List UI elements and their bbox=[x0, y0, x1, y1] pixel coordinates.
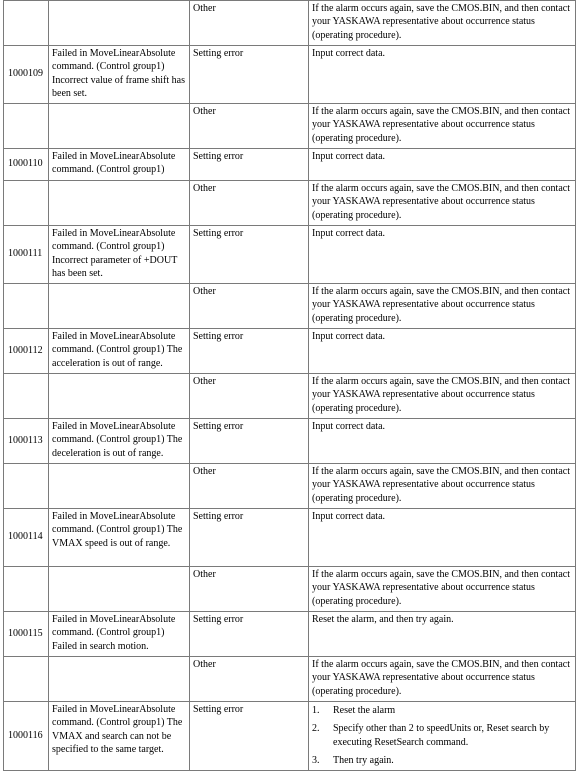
alarm-remedy bbox=[309, 702, 576, 771]
alarm-code bbox=[4, 284, 49, 329]
alarm-code bbox=[4, 374, 49, 419]
table-row bbox=[4, 104, 576, 149]
alarm-cause: Other bbox=[190, 374, 309, 419]
alarm-code: 1000112 bbox=[4, 329, 49, 374]
alarm-cause: Setting error bbox=[190, 612, 309, 657]
alarm-remedy: Input correct data. bbox=[309, 329, 576, 374]
alarm-code bbox=[4, 104, 49, 149]
table-row bbox=[4, 464, 576, 509]
alarm-code: 1000114 bbox=[4, 509, 49, 567]
alarm-remedy: If the alarm occurs again, save the CMOS.BIN, and then contact your YASKAWA representative about occurrence status (operating procedure). bbox=[309, 567, 576, 612]
remedy-step bbox=[312, 704, 572, 717]
alarm-description: Failed in MoveLinearAbsolute command. (Control group1) Incorrect value of frame shift has been set. bbox=[49, 46, 190, 104]
table-row bbox=[4, 374, 576, 419]
alarm-remedy: Input correct data. bbox=[309, 509, 576, 567]
alarm-remedy: Input correct data. bbox=[309, 419, 576, 464]
alarm-table-container bbox=[3, 0, 576, 771]
alarm-description bbox=[49, 181, 190, 226]
table-row bbox=[4, 181, 576, 226]
alarm-remedy: If the alarm occurs again, save the CMOS.BIN, and then contact your YASKAWA representative about occurrence status (operating procedure). bbox=[309, 284, 576, 329]
alarm-description: Failed in MoveLinearAbsolute command. (Control group1) bbox=[49, 149, 190, 181]
table-row bbox=[4, 702, 576, 771]
alarm-code bbox=[4, 567, 49, 612]
alarm-description: Failed in MoveLinearAbsolute command. (Control group1) The acceleration is out of range. bbox=[49, 329, 190, 374]
step-number: 1. bbox=[312, 705, 320, 716]
step-number: 2. bbox=[312, 723, 320, 735]
alarm-description bbox=[49, 657, 190, 702]
alarm-description: Failed in MoveLinearAbsolute command. (Control group1) Failed in search motion. bbox=[49, 612, 190, 657]
step-text: Specify other than 2 to speedUnits or, Reset search by executing ResetSearch command. bbox=[333, 723, 550, 748]
remedy-step bbox=[312, 722, 572, 749]
alarm-code: 1000111 bbox=[4, 226, 49, 284]
table-row bbox=[4, 1, 576, 46]
alarm-description: Failed in MoveLinearAbsolute command. (Control group1) The deceleration is out of range. bbox=[49, 419, 190, 464]
alarm-code bbox=[4, 657, 49, 702]
step-text: Then try again. bbox=[333, 755, 394, 767]
alarm-description: Failed in MoveLinearAbsolute command. (Control group1) Incorrect parameter of +DOUT has been set. bbox=[49, 226, 190, 284]
alarm-cause: Other bbox=[190, 284, 309, 329]
alarm-cause: Other bbox=[190, 181, 309, 226]
alarm-description bbox=[49, 1, 190, 46]
alarm-remedy: If the alarm occurs again, save the CMOS.BIN, and then contact your YASKAWA representative about occurrence status (operating procedure). bbox=[309, 464, 576, 509]
alarm-description: Failed in MoveLinearAbsolute command. (Control group1) The VMAX speed is out of range. bbox=[49, 509, 190, 567]
table-row bbox=[4, 46, 576, 104]
step-text: Reset the alarm bbox=[333, 705, 396, 716]
alarm-table-body bbox=[4, 1, 576, 771]
alarm-description: Failed in MoveLinearAbsolute command. (Control group1) The VMAX and search can not be specified to the same target. bbox=[49, 702, 190, 771]
alarm-remedy: Input correct data. bbox=[309, 226, 576, 284]
alarm-remedy: If the alarm occurs again, save the CMOS.BIN, and then contact your YASKAWA representative about occurrence status (operating procedure). bbox=[309, 104, 576, 149]
table-row bbox=[4, 567, 576, 612]
alarm-code bbox=[4, 464, 49, 509]
alarm-cause: Setting error bbox=[190, 702, 309, 771]
table-row bbox=[4, 226, 576, 284]
alarm-remedy: If the alarm occurs again, save the CMOS.BIN, and then contact your YASKAWA representative about occurrence status (operating procedure). bbox=[309, 1, 576, 46]
alarm-cause: Other bbox=[190, 1, 309, 46]
step-number: 3. bbox=[312, 755, 320, 767]
alarm-description bbox=[49, 464, 190, 509]
alarm-remedy: Input correct data. bbox=[309, 149, 576, 181]
alarm-code: 1000115 bbox=[4, 612, 49, 657]
alarm-cause: Setting error bbox=[190, 226, 309, 284]
alarm-code bbox=[4, 181, 49, 226]
alarm-code: 1000116 bbox=[4, 702, 49, 771]
table-row bbox=[4, 509, 576, 567]
alarm-cause: Other bbox=[190, 657, 309, 702]
remedy-steps bbox=[312, 704, 572, 768]
alarm-code: 1000109 bbox=[4, 46, 49, 104]
alarm-cause: Setting error bbox=[190, 419, 309, 464]
alarm-cause: Setting error bbox=[190, 46, 309, 104]
alarm-description bbox=[49, 567, 190, 612]
alarm-description bbox=[49, 374, 190, 419]
table-row bbox=[4, 657, 576, 702]
alarm-remedy: If the alarm occurs again, save the CMOS.BIN, and then contact your YASKAWA representative about occurrence status (operating procedure). bbox=[309, 657, 576, 702]
table-row bbox=[4, 419, 576, 464]
alarm-description bbox=[49, 284, 190, 329]
table-row bbox=[4, 612, 576, 657]
alarm-cause: Setting error bbox=[190, 509, 309, 567]
alarm-remedy: If the alarm occurs again, save the CMOS.BIN, and then contact your YASKAWA representative about occurrence status (operating procedure). bbox=[309, 374, 576, 419]
alarm-cause: Other bbox=[190, 464, 309, 509]
alarm-code: 1000110 bbox=[4, 149, 49, 181]
remedy-step bbox=[312, 754, 572, 767]
alarm-cause: Other bbox=[190, 567, 309, 612]
alarm-cause: Setting error bbox=[190, 329, 309, 374]
alarm-table bbox=[3, 0, 576, 771]
alarm-remedy: If the alarm occurs again, save the CMOS.BIN, and then contact your YASKAWA representative about occurrence status (operating procedure). bbox=[309, 181, 576, 226]
alarm-cause: Other bbox=[190, 104, 309, 149]
alarm-cause: Setting error bbox=[190, 149, 309, 181]
alarm-description bbox=[49, 104, 190, 149]
alarm-code: 1000113 bbox=[4, 419, 49, 464]
alarm-remedy: Reset the alarm, and then try again. bbox=[309, 612, 576, 657]
table-row bbox=[4, 329, 576, 374]
alarm-code bbox=[4, 1, 49, 46]
alarm-remedy: Input correct data. bbox=[309, 46, 576, 104]
table-row bbox=[4, 284, 576, 329]
table-row bbox=[4, 149, 576, 181]
